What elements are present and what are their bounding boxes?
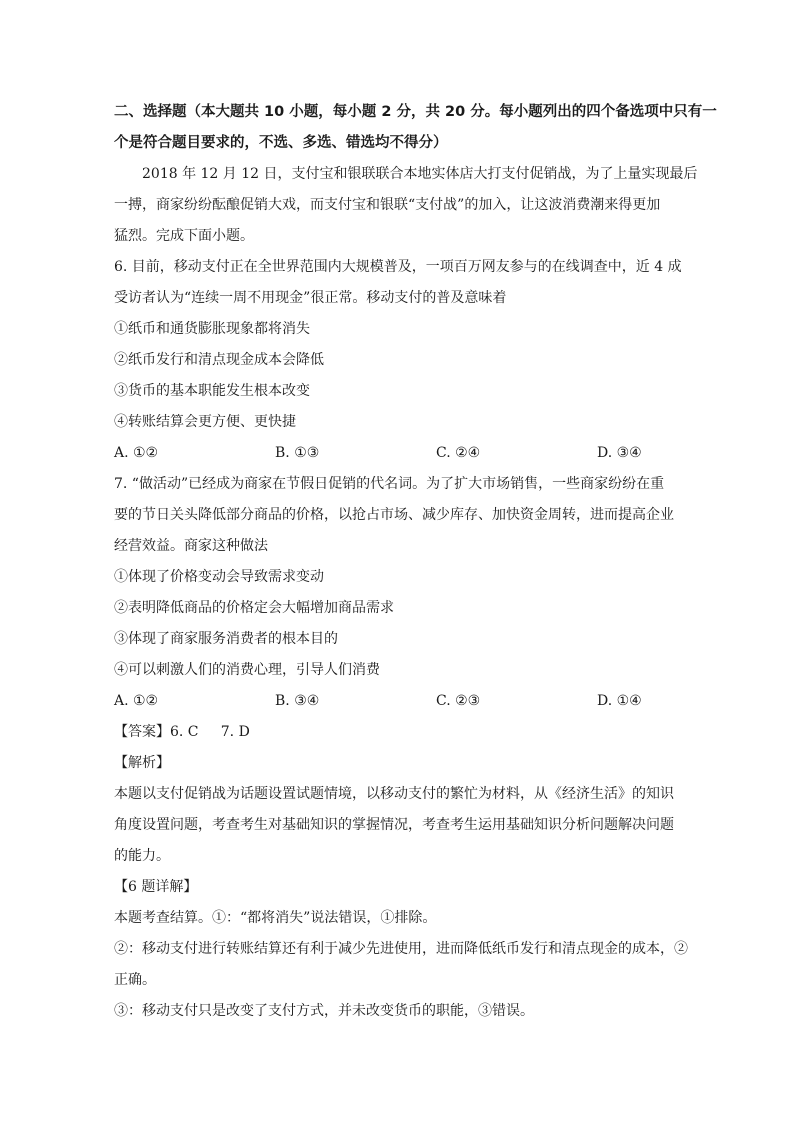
- passage-line-2: 一搏，商家纷纷酝酿促销大戏，而支付宝和银联“支付战”的加入，让这波消费潮来得更加: [114, 197, 661, 213]
- question-7-item-2: ②表明降低商品的价格定会大幅增加商品需求: [114, 600, 394, 616]
- question-7-option-b: B. ③④: [275, 693, 320, 709]
- question-6-stem-line-2: 受访者认为“连续一周不用现金”很正常。移动支付的普及意味着: [114, 290, 507, 306]
- question-7-option-c: C. ②③: [436, 693, 481, 709]
- analysis-line-1: 本题以支付促销战为话题设置试题情境，以移动支付的繁忙为材料，从《经济生活》的知识: [114, 786, 674, 802]
- question-7-item-4: ④可以刺激人们的消费心理，引导人们消费: [114, 662, 380, 678]
- question-7-options: [114, 686, 682, 717]
- question-7-stem-line-2: 要的节日关头降低部分商品的价格，以抢占市场、减少库存、加快资金周转，进而提高企业: [114, 507, 674, 523]
- detail-6-line-1: 本题考查结算。①：“都将消失”说法错误，①排除。: [114, 910, 437, 926]
- question-6-option-b: B. ①③: [275, 445, 320, 461]
- detail-6-line-3: 正确。: [114, 972, 156, 988]
- analysis-heading: 【解析】: [114, 755, 170, 771]
- question-7-option-a: A. ①②: [114, 693, 159, 709]
- question-6-options: [114, 438, 682, 469]
- passage-line-1: 2018 年 12 月 12 日，支付宝和银联联合本地实体店大打支付促销战，为了上量实现最后: [142, 166, 698, 182]
- section-header-line-2: 个是符合题目要求的，不选、多选、错选均不得分）: [114, 135, 448, 151]
- question-6-option-c: C. ②④: [436, 445, 481, 461]
- question-7-item-1: ①体现了价格变动会导致需求变动: [114, 569, 324, 585]
- question-6-item-2: ②纸币发行和清点现金成本会降低: [114, 352, 324, 368]
- question-7-option-d: D. ①④: [597, 693, 642, 709]
- analysis-line-2: 角度设置问题，考查考生对基础知识的掌握情况，考查考生运用基础知识分析问题解决问题: [114, 817, 674, 833]
- question-6-item-3: ③货币的基本职能发生根本改变: [114, 383, 310, 399]
- passage-line-3: 猛烈。完成下面小题。: [114, 228, 254, 244]
- section-header-line-1: 二、选择题（本大题共 10 小题，每小题 2 分，共 20 分。每小题列出的四个备选项中只有一: [114, 104, 717, 120]
- exam-page: [114, 97, 717, 1027]
- answer-line: 【答案】6. C 7. D: [114, 724, 250, 740]
- detail-6-line-2: ②：移动支付进行转账结算还有利于减少先进使用，进而降低纸币发行和清点现金的成本，②: [114, 941, 688, 957]
- analysis-line-3: 的能力。: [114, 848, 170, 864]
- question-6-item-4: ④转账结算会更方便、更快捷: [114, 414, 296, 430]
- question-7-item-3: ③体现了商家服务消费者的根本目的: [114, 631, 338, 647]
- question-6-option-d: D. ③④: [597, 445, 642, 461]
- question-7-stem-line-1: 7. “做活动”已经成为商家在节假日促销的代名词。为了扩大市场销售，一些商家纷纷在重: [114, 476, 665, 492]
- question-6-stem-line-1: 6. 目前，移动支付正在全世界范围内大规模普及，一项百万网友参与的在线调查中，近 4 成: [114, 259, 682, 275]
- question-6-option-a: A. ①②: [114, 445, 159, 461]
- detail-6-line-4: ③：移动支付只是改变了支付方式，并未改变货币的职能，③错误。: [114, 1003, 534, 1019]
- question-7-stem-line-3: 经营效益。商家这种做法: [114, 538, 268, 554]
- question-6-item-1: ①纸币和通货膨胀现象都将消失: [114, 321, 310, 337]
- detail-6-heading: 【6 题详解】: [114, 879, 198, 895]
